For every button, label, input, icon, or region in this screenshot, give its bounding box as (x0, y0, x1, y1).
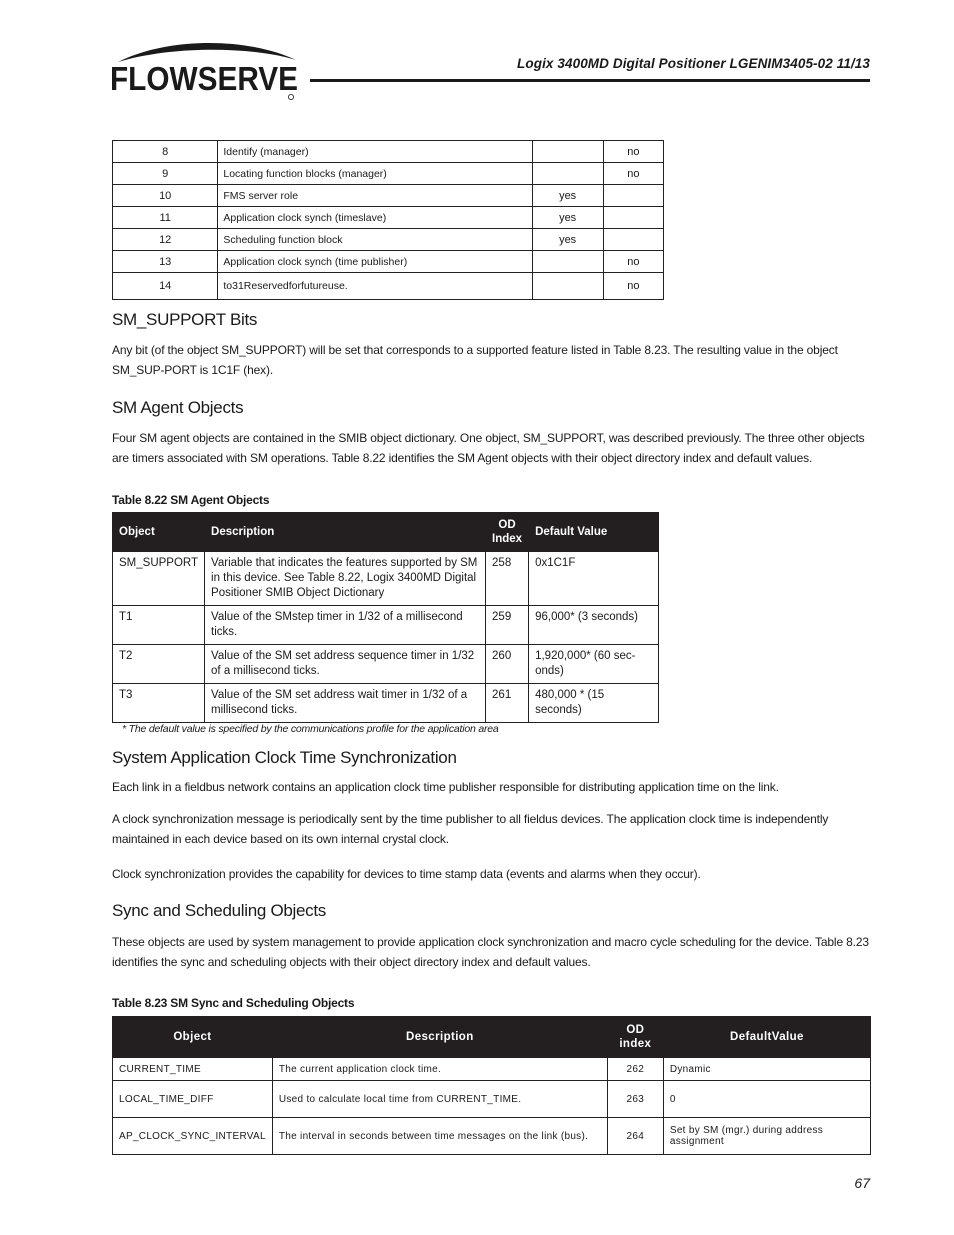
feature-yes: yes (532, 229, 603, 251)
header-rule (310, 79, 870, 82)
page-number: 67 (854, 1175, 870, 1191)
table-row (113, 141, 664, 163)
table-row (113, 684, 659, 723)
table-row (113, 229, 664, 251)
od-label: OD (498, 519, 516, 531)
feature-no (603, 185, 663, 207)
cell-description: The interval in seconds between time messages on the link (bus). (272, 1118, 607, 1155)
paragraph-clock-2: A clock synchronization message is periodically sent by the time publisher to all fieldus devices. The application clock time is independently maintained in each device based on its own internal crystal clock. (112, 812, 829, 846)
section-heading-clock: System Application Clock Time Synchronization (112, 748, 457, 767)
cell-index: 263 (607, 1081, 663, 1118)
cell-default: 0x1C1F (529, 552, 659, 606)
table-row (113, 185, 664, 207)
cell-index: 260 (486, 645, 529, 684)
column-header-default: DefaultValue (663, 1017, 870, 1058)
feature-no (603, 229, 663, 251)
feature-description: Locating function blocks (manager) (218, 163, 532, 185)
cell-default: Set by SM (mgr.) during address assignment (663, 1118, 870, 1155)
cell-description: Value of the SM set address wait timer in 1/32 of a millisecond ticks. (205, 684, 486, 723)
paragraph-clock-1: Each link in a fieldbus network contains an application clock time publisher responsible for distributing application time on the link. (112, 780, 779, 794)
table-header-row (113, 513, 659, 552)
feature-number: 10 (113, 185, 218, 207)
sm-sync-table (112, 1016, 871, 1155)
paragraph-clock-3: Clock synchronization provides the capability for devices to time stamp data (events and alarms when they occur). (112, 867, 701, 881)
feature-number: 9 (113, 163, 218, 185)
column-header-od-index (486, 513, 529, 552)
table-row (113, 207, 664, 229)
table-row (113, 1058, 871, 1081)
feature-description: Application clock synch (timeslave) (218, 207, 532, 229)
cell-object: CURRENT_TIME (113, 1058, 273, 1081)
column-header-description: Description (272, 1017, 607, 1058)
table-row (113, 1081, 871, 1118)
cell-description: The current application clock time. (272, 1058, 607, 1081)
cell-object: AP_CLOCK_SYNC_INTERVAL (113, 1118, 273, 1155)
feature-number: 14 (113, 273, 218, 300)
feature-no: no (603, 141, 663, 163)
feature-no: no (603, 251, 663, 273)
section-heading-sm-agent: SM Agent Objects (112, 398, 244, 417)
table-row (113, 273, 664, 300)
feature-description: Identify (manager) (218, 141, 532, 163)
column-header-default: Default Value (529, 513, 659, 552)
column-header-od-index (607, 1017, 663, 1058)
feature-yes: yes (532, 207, 603, 229)
table-row (113, 606, 659, 645)
cell-object: T3 (113, 684, 205, 723)
feature-no (603, 207, 663, 229)
index-label: Index (492, 533, 523, 545)
table-header-row (113, 1017, 871, 1058)
feature-no: no (603, 273, 663, 300)
feature-yes: yes (532, 185, 603, 207)
feature-number: 13 (113, 251, 218, 273)
table-footnote: * The default value is specified by the communications profile for the application area (122, 723, 499, 735)
cell-description: Value of the SM set address sequence timer in 1/32 of a millisecond ticks. (205, 645, 486, 684)
cell-index: 264 (607, 1118, 663, 1155)
cell-default: 480,000 * (15 seconds) (529, 684, 659, 723)
paragraph-sm-agent: Four SM agent objects are contained in the SMIB object dictionary. One object, SM_SUPPORT, was described previously. The three other objects are timers associated with SM operations. Table 8.22 identifies the SM Agent objects with their object directory index and default values. (112, 431, 865, 465)
feature-number: 12 (113, 229, 218, 251)
cell-description: Variable that indicates the features supported by SM in this device. See Table 8.22, Logix 3400MD Digital Positioner SMIB Object Dictionary (205, 552, 486, 606)
feature-description: FMS server role (218, 185, 532, 207)
sm-features-table (112, 140, 664, 300)
cell-index: 261 (486, 684, 529, 723)
cell-object: SM_SUPPORT (113, 552, 205, 606)
feature-description: Application clock synch (time publisher) (218, 251, 532, 273)
table-caption-agent: Table 8.22 SM Agent Objects (112, 493, 270, 507)
cell-index: 262 (607, 1058, 663, 1081)
cell-description: Used to calculate local time from CURRENT_TIME. (272, 1081, 607, 1118)
section-heading-sm-support: SM_SUPPORT Bits (112, 310, 258, 329)
cell-default: Dynamic (663, 1058, 870, 1081)
feature-yes (532, 141, 603, 163)
table-row (113, 552, 659, 606)
table-caption-sync: Table 8.23 SM Sync and Scheduling Objects (112, 996, 355, 1010)
column-header-object: Object (113, 513, 205, 552)
feature-number: 8 (113, 141, 218, 163)
paragraph-sm-support: Any bit (of the object SM_SUPPORT) will be set that corresponds to a supported feature listed in Table 8.23. The resulting value in the object SM_SUP-PORT is 1C1F (hex). (112, 343, 838, 377)
cell-index: 258 (486, 552, 529, 606)
sm-agent-table (112, 512, 659, 723)
feature-number: 11 (113, 207, 218, 229)
feature-yes (532, 251, 603, 273)
feature-description: to31Reservedforfutureuse. (218, 273, 532, 300)
cell-object: T1 (113, 606, 205, 645)
index-label: index (619, 1038, 652, 1050)
table-row (113, 251, 664, 273)
flowserve-logo (110, 40, 302, 104)
table-row (113, 1118, 871, 1155)
cell-object: T2 (113, 645, 205, 684)
cell-description: Value of the SMstep timer in 1/32 of a millisecond ticks. (205, 606, 486, 645)
cell-object: LOCAL_TIME_DIFF (113, 1081, 273, 1118)
feature-no: no (603, 163, 663, 185)
feature-yes (532, 273, 603, 300)
feature-description: Scheduling function block (218, 229, 532, 251)
cell-default: 1,920,000* (60 sec-onds) (529, 645, 659, 684)
table-row (113, 645, 659, 684)
svg-text:FLOWSERVE: FLOWSERVE (110, 60, 298, 97)
document-title: Logix 3400MD Digital Positioner LGENIM3405-02 11/13 (517, 56, 870, 71)
section-heading-sync: Sync and Scheduling Objects (112, 901, 326, 920)
feature-yes (532, 163, 603, 185)
column-header-description: Description (205, 513, 486, 552)
column-header-object: Object (113, 1017, 273, 1058)
cell-index: 259 (486, 606, 529, 645)
cell-default: 0 (663, 1081, 870, 1118)
table-row (113, 163, 664, 185)
cell-default: 96,000* (3 seconds) (529, 606, 659, 645)
paragraph-sync: These objects are used by system management to provide application clock synchronization and macro cycle scheduling for the device. Table 8.23 identifies the sync and scheduling objects with their object directory index and default values. (112, 935, 869, 969)
od-label: OD (626, 1024, 645, 1036)
